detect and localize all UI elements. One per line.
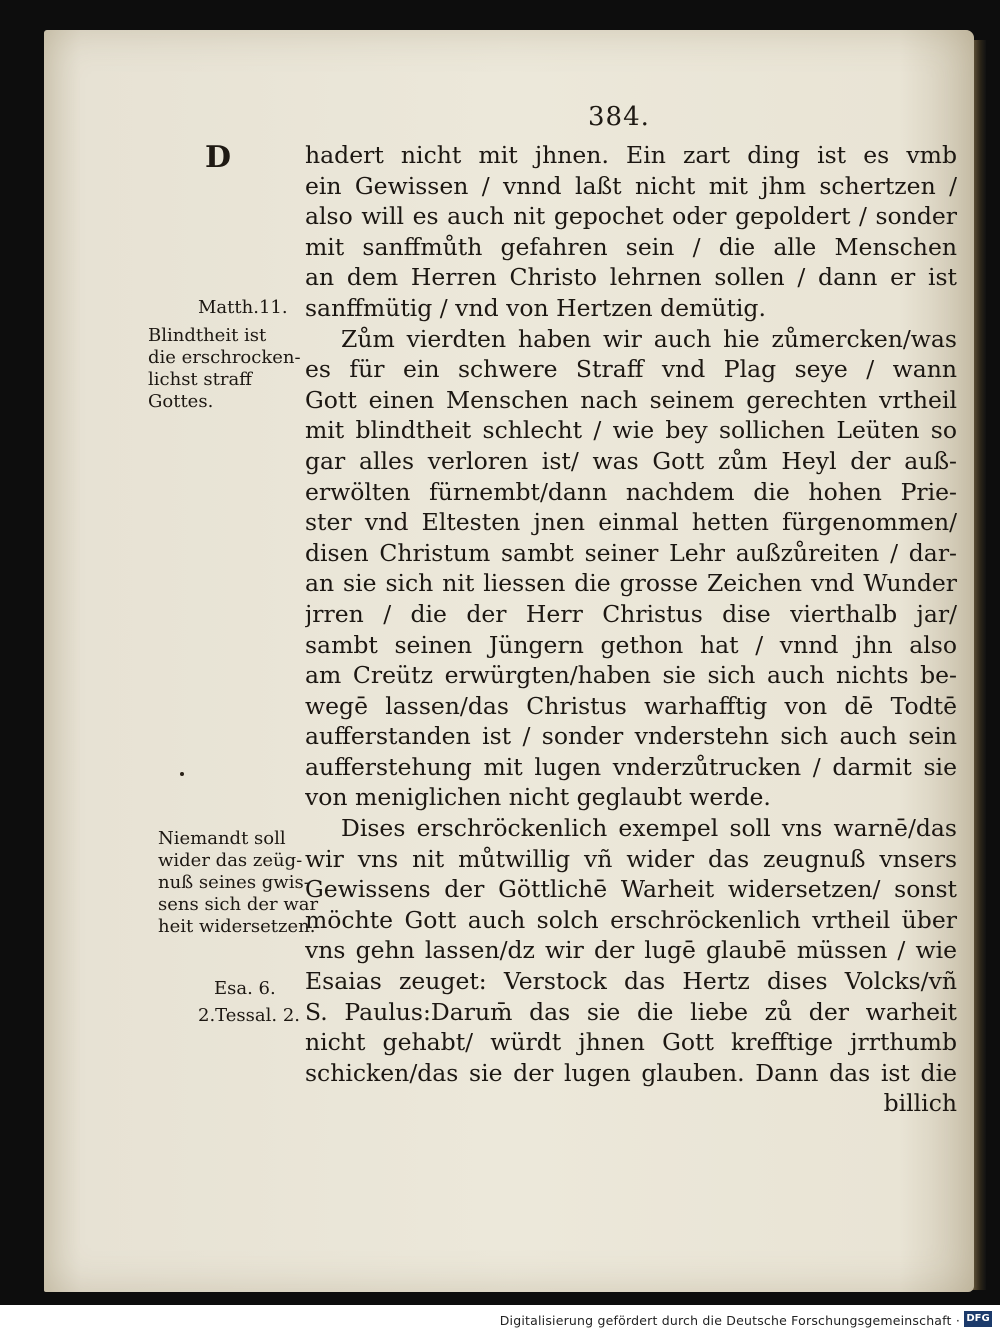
text-line: vns gehn lassen/dz wir der lugē glaubē müssen / wie — [305, 936, 957, 965]
text-line: jrren / die der Herr Christus dise vierthalb jar/ — [305, 599, 957, 628]
text-line: disen Christum sambt seiner Lehr außzůreiten / dar- — [305, 538, 957, 567]
margin-note-matth: Matth.11. — [198, 297, 288, 318]
text-line: an dem Herren Christo lehrnen sollen / dann er ist — [305, 263, 957, 292]
margin-note-line: heit widersetzen. — [158, 916, 316, 937]
margin-note-line: die erschrocken- — [148, 347, 301, 368]
text-line: erwölten fürnembt/dann nachdem die hohen Prie- — [305, 477, 957, 506]
text-line: mit sanffmůth gefahren sein / die alle Menschen — [305, 232, 957, 261]
margin-note-line: Niemandt soll — [158, 828, 286, 849]
text-line: also will es auch nit gepochet oder gepoldert / sonder — [305, 202, 957, 231]
margin-note-line: Gottes. — [148, 391, 214, 412]
text-line: aufferstanden ist / sonder vnderstehn sich auch sein — [305, 722, 957, 751]
catchmark-top: D — [205, 140, 232, 175]
margin-note-niemandt — [158, 828, 318, 938]
text-line: wegē lassen/das Christus warhafftig von dē Todtē — [305, 691, 957, 720]
ink-dot — [180, 772, 184, 776]
text-line: ster vnd Eltesten jnen einmal hetten fürgenommen/ — [305, 508, 957, 537]
text-line: aufferstehung mit lugen vnderzůtrucken / darmit sie — [305, 752, 957, 781]
text-line: schicken/das sie der lugen glauben. Dann das ist die — [305, 1058, 957, 1087]
text-line: S. Paulus:Darum̄ das sie die liebe zů der warheit — [305, 997, 957, 1026]
text-line: sanffmütig / vnd von Hertzen demütig. — [305, 293, 766, 322]
text-line: von meniglichen nicht geglaubt werde. — [305, 783, 771, 812]
dfg-logo-icon: DFG — [964, 1311, 992, 1327]
margin-note-line: Blindtheit ist — [148, 325, 267, 346]
text-line: am Creütz erwürgten/haben sie sich auch nichts be- — [305, 661, 957, 690]
text-line: ein Gewissen / vnnd laßt nicht mit jhm schertzen / — [305, 171, 957, 200]
margin-note-line: lichst straff — [148, 369, 252, 390]
margin-note-tessal: 2.Tessal. 2. — [198, 1005, 301, 1026]
text-line: nicht gehabt/ würdt jhnen Gott krefftige jrrthumb — [305, 1028, 957, 1057]
margin-note-line: sens sich der war — [158, 894, 319, 915]
margin-note-line: nuß seines gwis- — [158, 872, 310, 893]
margin-note-esa: Esa. 6. — [214, 978, 276, 999]
text-line: gar alles verloren ist/ was Gott zům Heyl der auß- — [305, 446, 957, 475]
footer-credit: Digitalisierung gefördert durch die Deutsche Forschungsgemeinschaft · — [499, 1313, 960, 1328]
text-line: sambt seinen Jüngern gethon hat / vnnd jhn also — [305, 630, 957, 659]
text-line: Esaias zeuget: Verstock das Hertz dises Volcks/vñ — [305, 967, 957, 996]
text-line: Dises erschröckenlich exempel soll vns warnē/das — [341, 814, 957, 843]
page-edge — [972, 40, 986, 1290]
main-text-block — [305, 140, 957, 1119]
text-line: mit blindtheit schlecht / wie bey sollichen Leüten so — [305, 416, 957, 445]
text-line: möchte Gott auch solch erschröckenlich vrtheil über — [305, 905, 957, 934]
text-line: wir vns nit můtwillig vñ wider das zeugnuß vnsers — [305, 844, 957, 873]
text-line: es für ein schwere Straff vnd Plag seye / wann — [305, 355, 957, 384]
margin-note-blindtheit — [148, 325, 301, 413]
text-line: Gewissens der Göttlichē Warheit widersetzen/ sonst — [305, 875, 957, 904]
text-line: Zům vierdten haben wir auch hie zůmercken/was — [341, 324, 957, 353]
catchword: billich — [883, 1089, 957, 1118]
margin-note-line: wider das zeüg- — [158, 850, 303, 871]
text-line: Gott einen Menschen nach seinem gerechten vrtheil — [305, 385, 957, 414]
text-line: an sie sich nit liessen die grosse Zeichen vnd Wunder — [305, 569, 957, 598]
page-number: 384. — [588, 102, 650, 132]
text-line: hadert nicht mit jhnen. Ein zart ding ist es vmb — [305, 141, 957, 169]
